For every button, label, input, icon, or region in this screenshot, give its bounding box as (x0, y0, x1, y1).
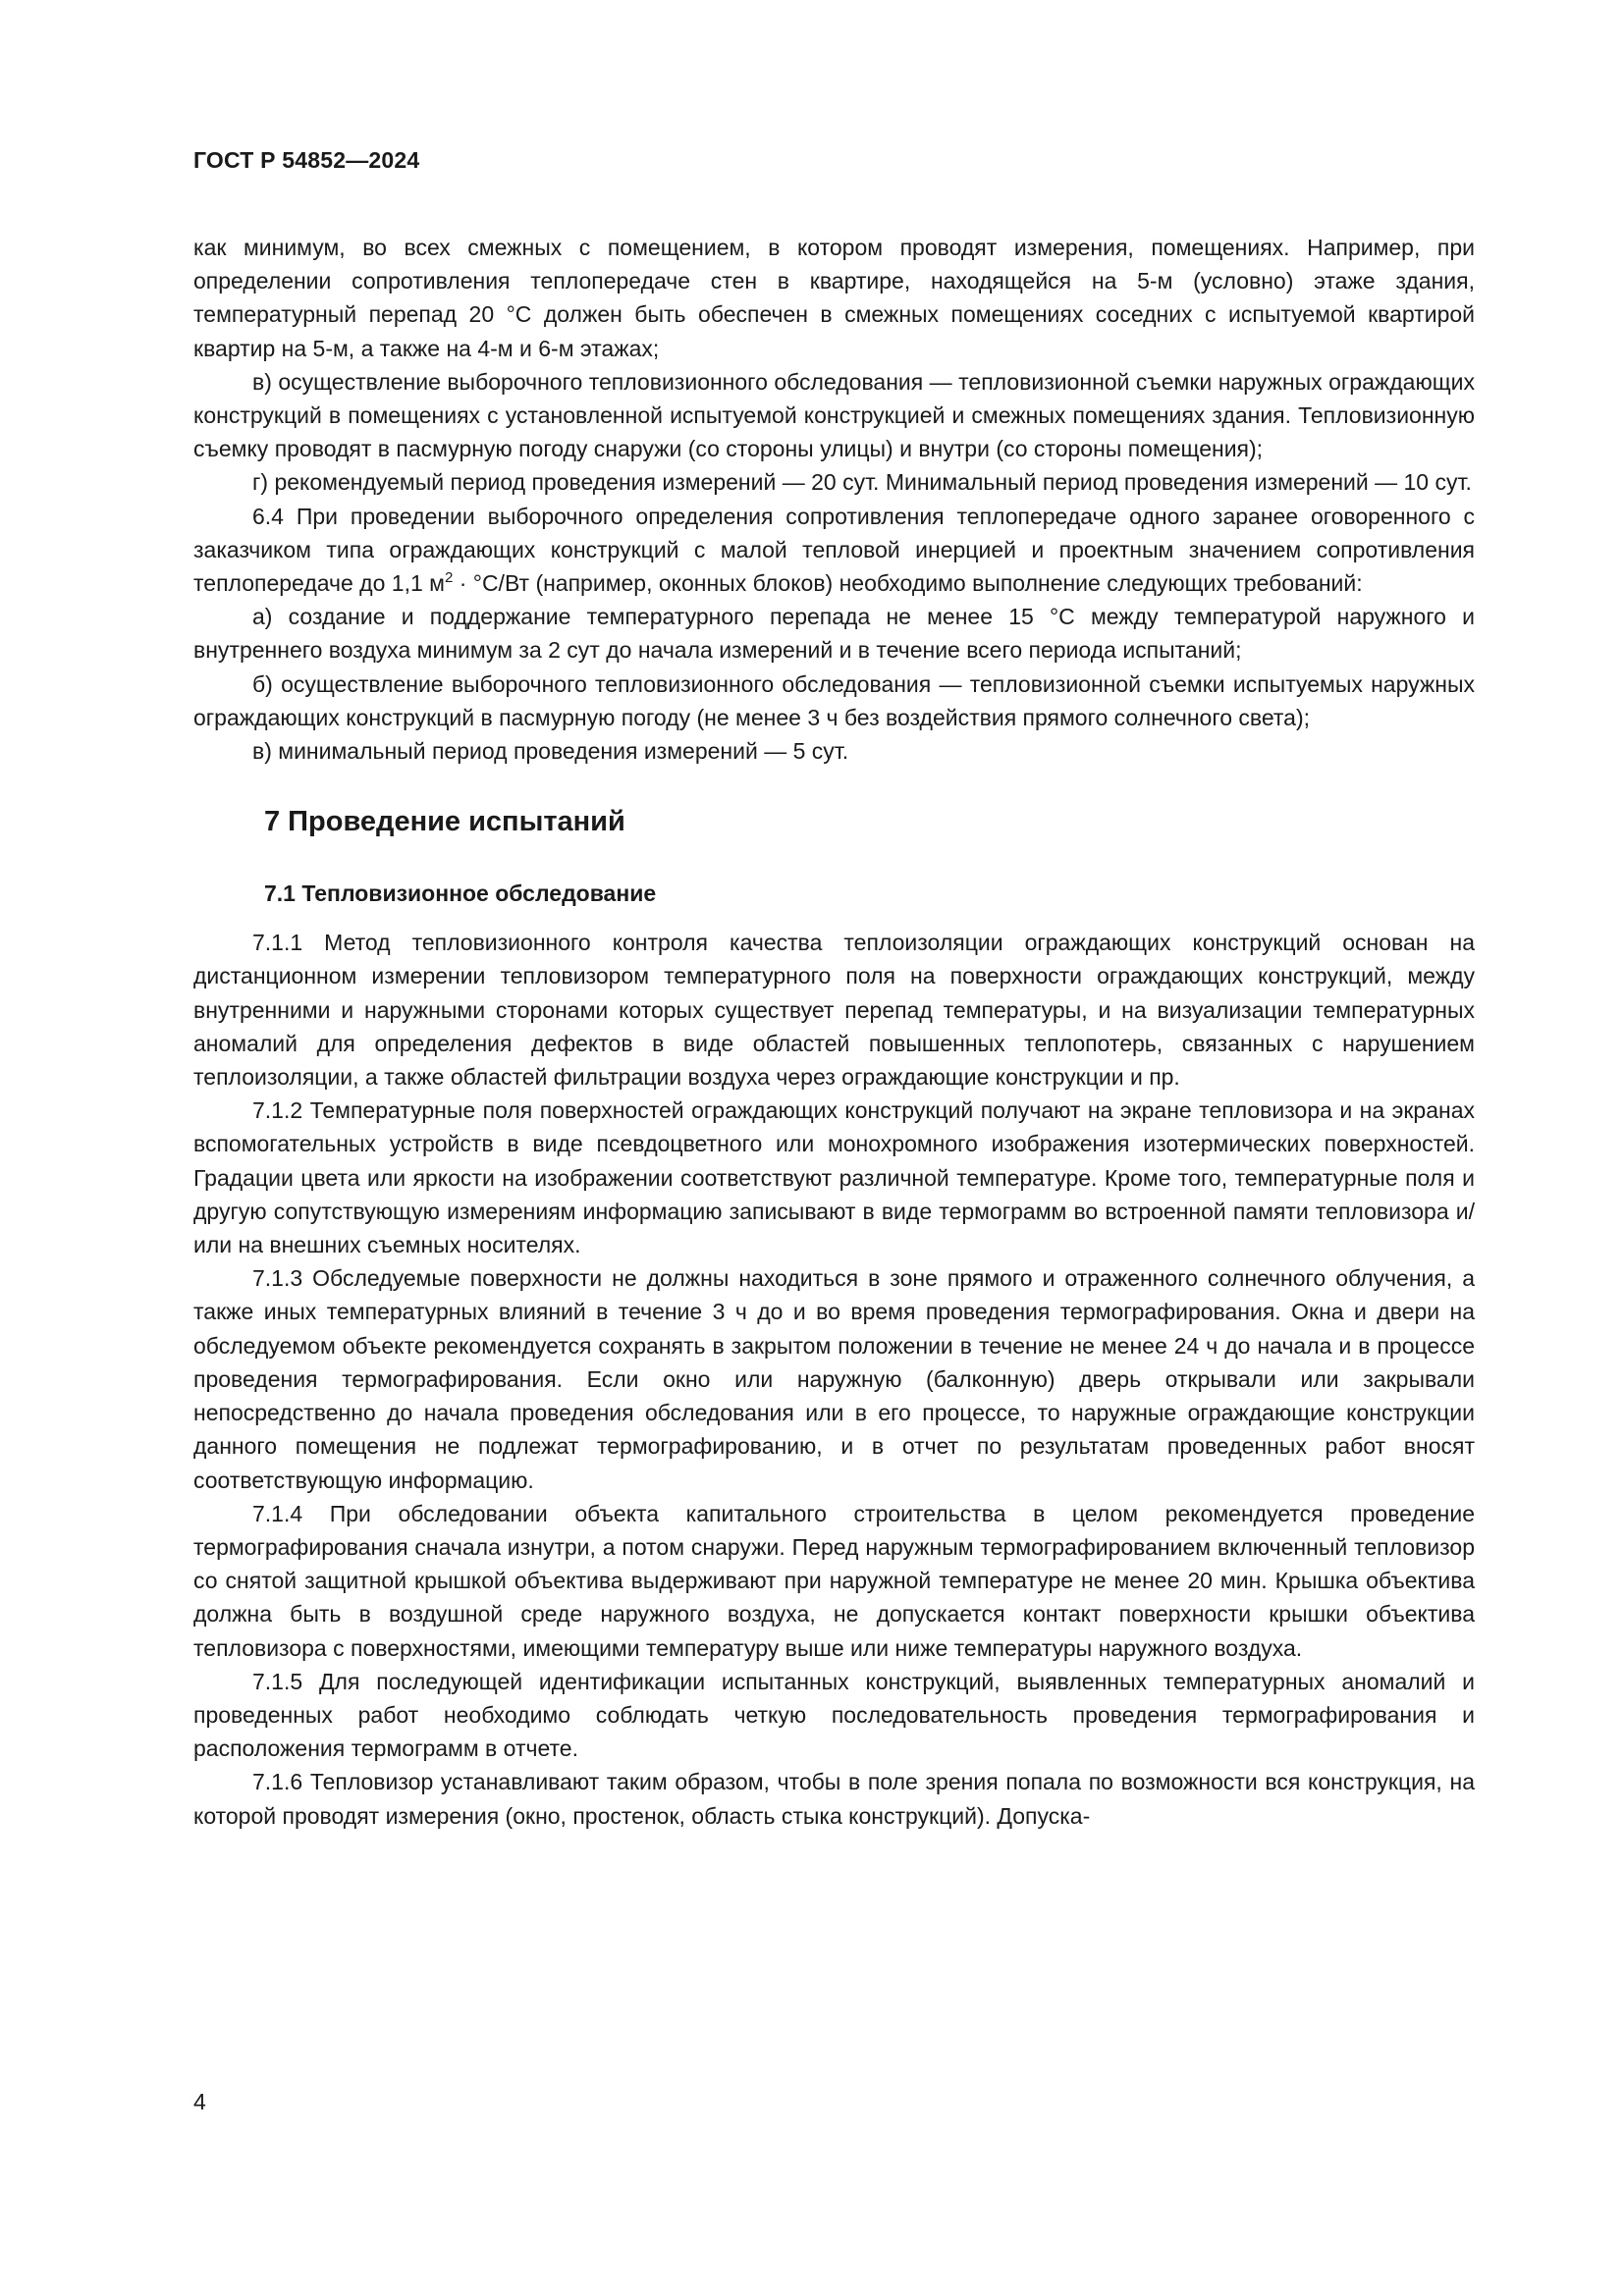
paragraph: 7.1.5 Для последующей идентификации испытанных конструкций, выявленных температурных аномалий и проведенных работ необходимо соблюдать четкую последовательность проведения термографирования и расположения термограмм в отчете. (193, 1668, 1475, 1762)
list-item: в) минимальный период проведения измерений — 5 сут. (252, 738, 849, 765)
paragraph: в) осуществление выборочного тепловизионного обследования — тепловизионной съемки наружных ограждающих конструкций в помещениях с установленной испытуемой конструкцией и смежных помещениях здания. Тепловизионную съемку проводят в пасмурную погоду снаружи (со стороны улицы) и внутри (со стороны помещения); (193, 368, 1475, 462)
section-heading: 7 Проведение испытаний (264, 806, 625, 838)
paragraph: как минимум, во всех смежных с помещением, в котором проводят измерения, помещениях. Например, при определении сопротивления теплопередаче стен в квартире, находящейся на 5-м (условно) этаже здания, температурный перепад 20 °С должен быть обеспечен в смежных помещениях соседних с испытуемой квартирой квартир на 5-м, а также на 4-м и 6-м этажах; (193, 235, 1475, 361)
superscript: 2 (444, 569, 454, 587)
paragraph: 7.1.4 При обследовании объекта капитального строительства в целом рекомендуется проведение термографирования сначала изнутри, а потом снаружи. Перед наружным термографированием включенный тепловизор со снятой защитной крышкой объектива выдерживают при наружной температуре не менее 20 мин. Крышка объектива должна быть в воздушной среде наружного воздуха, не допускается контакт поверхности крышки объектива тепловизора с поверхностями, имеющими температуру выше или ниже температуры наружного воздуха. (193, 1500, 1475, 1661)
document-header: ГОСТ Р 54852—2024 (193, 147, 420, 173)
paragraph: 7.1.3 Обследуемые поверхности не должны находиться в зоне прямого и отраженного солнечного облучения, а также иных температурных влияний в течение 3 ч до и во время проведения термографирования. Окна и двери на обследуемом объекте рекомендуется сохранять в закрытом положении в течение не менее 24 ч до начала и в процессе проведения термографирования. Если окно или наружную (балконную) дверь открывали или закрывали непосредственно до начала проведения обследования или в его процессе, то наружные ограждающие конструкции данного помещения не подлежат термографированию, и в отчет по результатам проведенных работ вносят соответствующую информацию. (193, 1265, 1475, 1493)
paragraph: 7.1.6 Тепловизор устанавливают таким образом, чтобы в поле зрения попала по возможности вся конструкция, на которой проводят измерения (окно, простенок, область стыка конструкций). Допуска- (193, 1769, 1475, 1829)
list-item: а) создание и поддержание температурного перепада не менее 15 °С между температурой наружного и внутреннего воздуха минимум за 2 сут до начала измерений и в течение всего периода испытаний; (193, 604, 1475, 664)
paragraph: 7.1.2 Температурные поля поверхностей ограждающих конструкций получают на экране тепловизора и на экранах вспомогательных устройств в виде псевдоцветного или монохромного изображения изотермических поверхностей. Градации цвета или яркости на изображении соответствуют различной температуре. Кроме того, температурные поля и другую сопутствующую измерениям информацию записывают в виде термограмм во встроенной памяти тепловизора и/или на внешних съемных носителях. (193, 1097, 1475, 1258)
paragraph-6-4-part2: · °С/Вт (например, оконных блоков) необходимо выполнение следующих требований: (453, 570, 1363, 597)
page-number: 4 (193, 2089, 206, 2114)
document-body (193, 231, 1475, 1833)
document-page (193, 147, 1475, 1833)
list-item: б) осуществление выборочного тепловизионного обследования — тепловизионной съемки испытуемых наружных ограждающих конструкций в пасмурную погоду (не менее 3 ч без воздействия прямого солнечного света); (193, 670, 1475, 730)
paragraph: г) рекомендуемый период проведения измерений — 20 сут. Минимальный период проведения измерений — 10 сут. (252, 469, 1472, 496)
subsection-heading: 7.1 Тепловизионное обследование (264, 881, 657, 907)
paragraph: 7.1.1 Метод тепловизионного контроля качества теплоизоляции ограждающих конструкций основан на дистанционном измерении тепловизором температурного поля на поверхности ограждающих конструкций, между внутренними и наружными сторонами которых существует перепад температуры, и на визуализации температурных аномалий для определения дефектов в виде областей повышенных теплопотерь, связанных с нарушением теплоизоляции, а также областей фильтрации воздуха через ограждающие конструкции и пр. (193, 930, 1475, 1091)
paragraph-6-4 (193, 500, 1475, 601)
paragraph-6-4-part1: 6.4 При проведении выборочного определения сопротивления теплопередаче одного заранее оговоренного с заказчиком типа ограждающих конструкций с малой тепловой инерцией и проектным значением сопротивления теплопередаче до 1,1 м (193, 503, 1475, 597)
